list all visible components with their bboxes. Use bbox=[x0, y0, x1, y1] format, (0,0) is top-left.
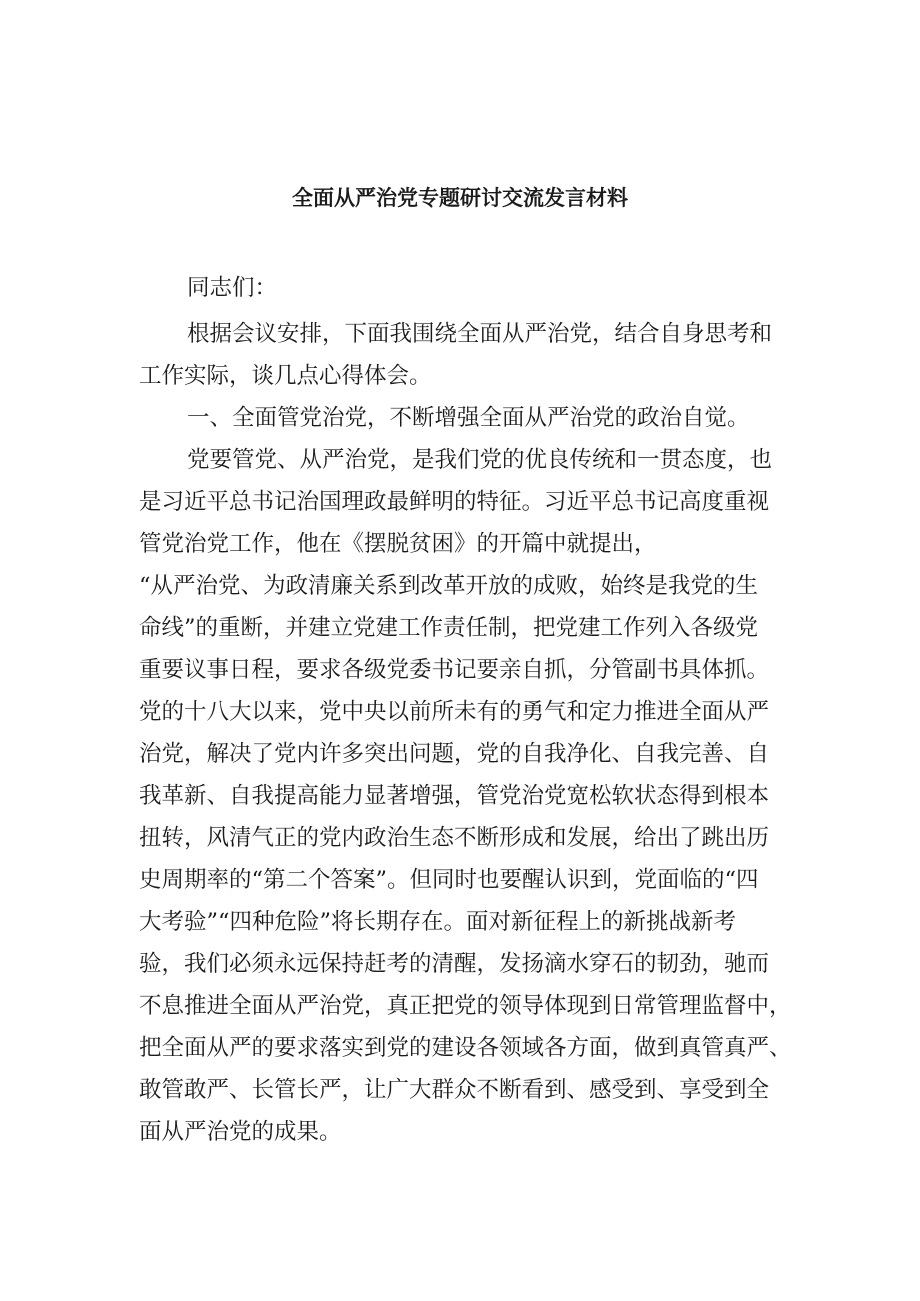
paragraph-line: 党要管党、从严治党，是我们党的优良传统和一贯态度，也 bbox=[187, 447, 773, 473]
paragraph-line: 党的十八大以来，党中央以前所未有的勇气和定力推进全面从严 bbox=[139, 699, 770, 725]
paragraph-line: 史周期率的“第二个答案”。但同时也要醒认识到，党面临的“四 bbox=[139, 867, 759, 893]
section-heading-line: 一、全面管党治党，不断增强全面从严治党的政治自觉。 bbox=[187, 405, 750, 431]
paragraph-line: 扭转，风清气正的党内政治生态不断形成和发展，给出了跳出历 bbox=[139, 825, 770, 851]
paragraph-line: 命线”的重断，并建立党建工作责任制，把党建工作列入各级党 bbox=[139, 615, 759, 641]
document-title: 全面从严治党专题研讨交流发言材料 bbox=[292, 186, 628, 210]
paragraph-line: 我革新、自我提高能力显著增强，管党治党宽松软状态得到根本 bbox=[139, 783, 770, 809]
paragraph-line: 工作实际，谈几点心得体会。 bbox=[139, 363, 432, 389]
paragraph-line: 大考验”“四种危险”将长期存在。面对新征程上的新挑战新考 bbox=[139, 909, 737, 935]
paragraph-line: 根据会议安排，下面我围绕全面从严治党，结合自身思考和 bbox=[187, 321, 773, 347]
paragraph-line: 面从严治党的成果。 bbox=[139, 1119, 342, 1145]
paragraph-line: 敢管敢严、长管长严，让广大群众不断看到、感受到、享受到全 bbox=[139, 1077, 770, 1103]
paragraph-line: 不息推进全面从严治党，真正把党的领导体现到日常管理监督中， bbox=[139, 993, 792, 1019]
salutation-line: 同志们： bbox=[187, 275, 278, 301]
paragraph-line: “从严治党、为政清廉关系到改革开放的成败，始终是我党的生 bbox=[139, 573, 759, 599]
paragraph-line: 管党治党工作，他在《摆脱贫困》的开篇中就提出， bbox=[139, 531, 657, 557]
paragraph-line: 把全面从严的要求落实到党的建设各领域各方面，做到真管真严、 bbox=[139, 1035, 792, 1061]
paragraph-line: 验，我们必须永远保持赶考的清醒，发扬滴水穿石的韧劲，驰而 bbox=[139, 951, 770, 977]
paragraph-line: 治党，解决了党内许多突出问题，党的自我净化、自我完善、自 bbox=[139, 741, 770, 767]
paragraph-line: 重要议事日程，要求各级党委书记要亲自抓，分管副书具体抓。 bbox=[139, 657, 770, 683]
paragraph-line: 是习近平总书记治国理政最鲜明的特征。习近平总书记高度重视 bbox=[139, 489, 770, 515]
